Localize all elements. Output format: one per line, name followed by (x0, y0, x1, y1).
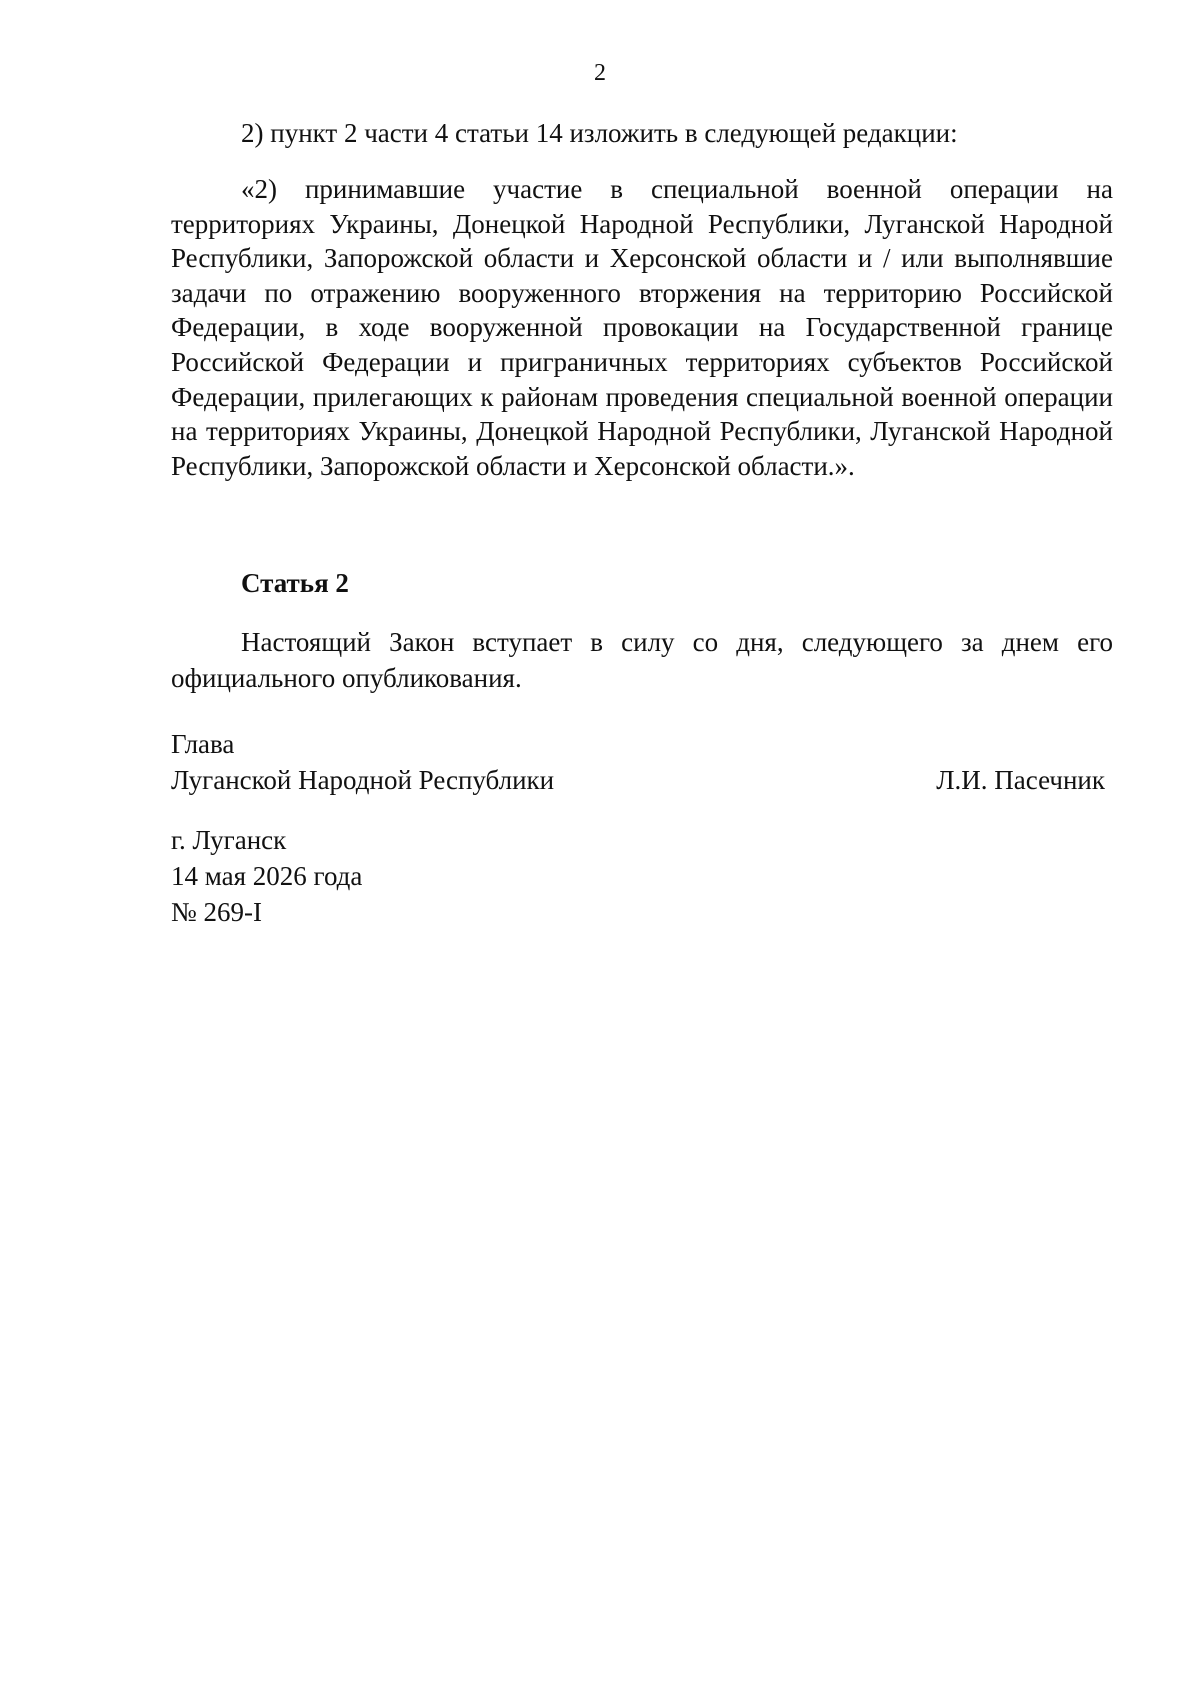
issuance-block (171, 822, 362, 930)
issuance-number: № 269-I (171, 897, 262, 927)
issuance-date: 14 мая 2026 года (171, 861, 363, 891)
signatory-title-line2: Луганской Народной Республики (171, 765, 555, 795)
page-number: 2 (594, 60, 606, 86)
signatory-name: Л.И. Пасечник (936, 765, 1105, 795)
amendment-intro: 2) пункт 2 части 4 статьи 14 изложить в следующей редакции: (241, 118, 958, 148)
article-2-heading: Статья 2 (241, 568, 349, 598)
signature-row (171, 762, 1113, 798)
signature-block (171, 726, 1113, 798)
article-2-text: Настоящий Закон вступает в силу со дня, следующего за днем его официального опубликования. (171, 627, 1113, 693)
amendment-quoted-text: «2) принимавшие участие в специальной военной операции на территориях Украины, Донецкой Народной Республики, Луганской Народной Республики, Запорожской области и Херсонской области и / или выполнявшие задачи по отражению вооруженного вторжения на территорию Российской Федерации, в ходе вооруженной провокации на Государственной границе Российской Федерации и приграничных территориях субъектов Российской Федерации, прилегающих к районам проведения специальной военной операции на территориях Украины, Донецкой Народной Республики, Луганской Народной Республики, Запорожской области и Херсонской области.». (171, 174, 1113, 481)
issuance-place: г. Луганск (171, 825, 287, 855)
signatory-title-line1: Глава (171, 729, 235, 759)
